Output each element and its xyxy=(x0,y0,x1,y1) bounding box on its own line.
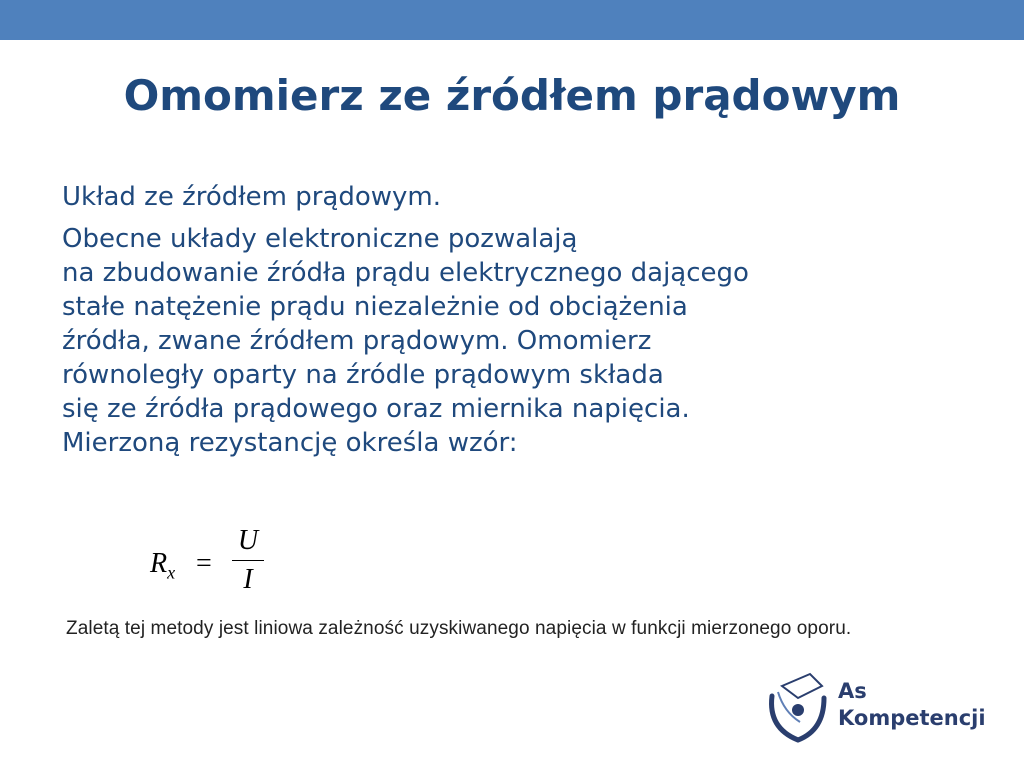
slide-title: Omomierz ze źródłem prądowym xyxy=(123,71,901,120)
fraction-bar xyxy=(232,560,264,561)
body-line: Mierzoną rezystancję określa wzór: xyxy=(62,428,518,458)
body-line: źródła, zwane źródłem prądowym. Omomierz xyxy=(62,326,652,356)
body-line: stałe natężenie prądu niezależnie od obciążenia xyxy=(62,292,688,322)
formula-equals: = xyxy=(196,548,212,579)
body-line: równoległy oparty na źródle prądowym składa xyxy=(62,360,664,390)
body-line: na zbudowanie źródła prądu elektrycznego dającego xyxy=(62,258,749,288)
formula-denominator: I xyxy=(243,564,253,595)
top-header-band xyxy=(0,0,1024,40)
method-advantage-note: Zaletą tej metody jest liniowa zależność uzyskiwanego napięcia w funkcji mierzonego oporu. xyxy=(66,618,852,639)
resistance-formula xyxy=(150,524,290,602)
formula-numerator: U xyxy=(237,525,259,556)
logo xyxy=(764,668,1004,748)
logo-line-2: Kompetencji xyxy=(838,706,986,730)
description-paragraph xyxy=(62,222,962,460)
intro-paragraph: Układ ze źródłem prądowym. xyxy=(62,182,442,212)
body-line: Obecne układy elektroniczne pozwalają xyxy=(62,224,578,254)
slide-body xyxy=(62,180,962,468)
formula-fraction xyxy=(232,524,264,597)
formula-lhs-symbol: R xyxy=(150,548,168,579)
body-line: się ze źródła prądowego oraz miernika napięcia. xyxy=(62,394,690,424)
logo-emblem-icon xyxy=(764,668,834,748)
formula-lhs xyxy=(150,548,175,584)
logo-line-1: As xyxy=(838,679,867,703)
logo-text xyxy=(838,678,986,732)
formula-subscript: x xyxy=(167,562,176,583)
